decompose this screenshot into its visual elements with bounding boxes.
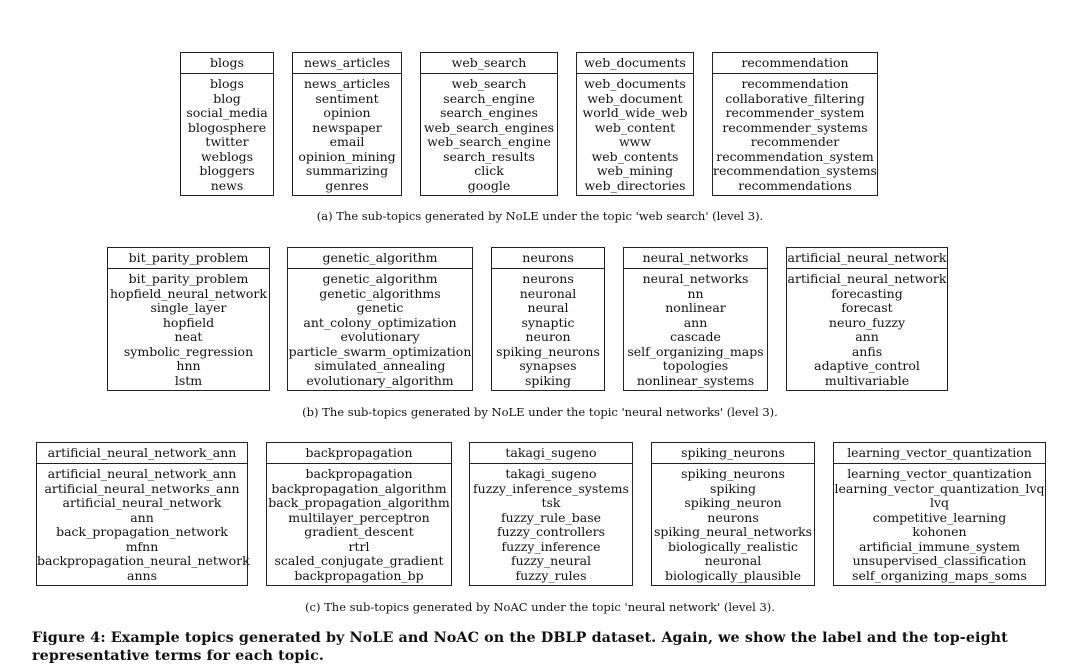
topic-box (266, 442, 452, 586)
topic-term: search_results (443, 148, 535, 164)
topic-term: recommender (750, 134, 840, 149)
topic-terms (108, 269, 269, 390)
topic-term: self_organizing_maps_soms (852, 567, 1027, 583)
topic-term: gradient_descent (304, 524, 414, 539)
topic-term: recommendation_systems (713, 163, 877, 178)
topic-term: genetic (356, 300, 404, 315)
subfigure-caption-a: (a) The sub-topics generated by NoLE under the topic 'web search' (level 3). (316, 209, 764, 223)
topic-term: google (467, 177, 511, 193)
topic-term: takagi_sugeno (505, 466, 597, 481)
topic-term: particle_swarm_optimization (288, 343, 472, 359)
topic-term: rtrl (348, 538, 370, 554)
topic-term: web_search_engines (423, 119, 555, 135)
topic-term: genetic_algorithms (319, 285, 441, 301)
topic-term: news (210, 177, 244, 193)
topic-terms (288, 269, 472, 390)
topic-box (420, 52, 558, 196)
topic-term: biologically_plausible (664, 567, 802, 583)
topic-term: web_documents (584, 76, 686, 91)
topic-term: collaborative_filtering (725, 90, 865, 106)
topic-term: artificial_neural_network (62, 495, 222, 510)
topic-term: neuron (525, 329, 571, 344)
topic-box (576, 52, 694, 196)
topic-terms (470, 464, 632, 585)
topic-term: web_search_engine (427, 134, 551, 149)
topic-terms (787, 269, 947, 390)
topic-term: newspaper (312, 119, 382, 135)
topic-term: cascade (670, 329, 721, 344)
topic-label: web_documents (577, 53, 693, 74)
topic-term: artificial_neural_network_ann (47, 466, 237, 481)
topic-terms (267, 464, 451, 585)
topic-term: evolutionary_algorithm (306, 372, 454, 388)
topic-term: ann (683, 314, 708, 330)
topic-terms (624, 269, 767, 390)
topic-label: news_articles (293, 53, 401, 74)
topic-term: learning_vector_quantization_lvq (834, 480, 1045, 496)
topic-term: back_propagation_algorithm (268, 495, 450, 510)
topic-term: ann (130, 509, 154, 525)
topic-term: news_articles (303, 76, 391, 91)
topic-box (107, 247, 270, 391)
topic-term: spiking_neural_networks (653, 524, 813, 539)
topic-term: backpropagation_bp (294, 567, 424, 583)
panel-c-boxes (0, 442, 1080, 592)
topic-term: search_engines (440, 105, 538, 120)
topic-box (292, 52, 402, 196)
topic-term: ant_colony_optimization (303, 314, 457, 330)
topic-term: fuzzy_inference (501, 538, 601, 554)
topic-terms (713, 74, 877, 195)
topic-term: forecasting (831, 285, 903, 301)
topic-term: hopfield (162, 314, 215, 330)
topic-term: adaptive_control (814, 358, 920, 373)
topic-label: recommendation (713, 53, 877, 74)
topic-term: blog (213, 90, 241, 106)
topic-term: opinion_mining (298, 148, 396, 164)
topic-term: artificial_neural_network (787, 271, 947, 286)
topic-term: fuzzy_rule_base (500, 509, 602, 525)
topic-term: search_engine (443, 90, 535, 106)
topic-box (36, 442, 248, 586)
topic-term: sentiment (315, 90, 379, 106)
topic-term: evolutionary (340, 329, 420, 344)
topic-term: neuronal (519, 285, 577, 301)
topic-term: fuzzy_inference_systems (473, 480, 629, 496)
topic-label: learning_vector_quantization (834, 443, 1045, 464)
panel-c (0, 442, 1080, 592)
topic-term: bit_parity_problem (128, 271, 249, 286)
topic-term: web_content (594, 119, 676, 135)
topic-term: neurons (522, 271, 574, 286)
topic-term: click (474, 163, 504, 178)
topic-terms (492, 269, 604, 390)
topic-term: fuzzy_rules (515, 567, 587, 583)
topic-term: web_document (587, 90, 683, 106)
figure-caption: Figure 4: Example topics generated by NoLE and NoAC on the DBLP dataset. Again, we show the label and the top-eight representative terms for each topic. (32, 630, 1008, 664)
topic-term: nonlinear (665, 300, 726, 315)
topic-terms (652, 464, 814, 585)
topic-term: tsk (541, 495, 561, 510)
topic-term: twitter (205, 134, 249, 149)
topic-term: recommender_systems (722, 119, 868, 135)
topic-label: genetic_algorithm (288, 248, 472, 269)
topic-term: nn (687, 285, 704, 301)
topic-term: simulated_annealing (314, 358, 446, 373)
topic-label: spiking_neurons (652, 443, 814, 464)
topic-term: recommendation_system (716, 148, 874, 164)
topic-term: ann (855, 329, 879, 344)
topic-label: web_search (421, 53, 557, 74)
topic-term: competitive_learning (872, 509, 1007, 525)
topic-term: spiking (524, 372, 572, 388)
topic-terms (421, 74, 557, 195)
topic-term: symbolic_regression (123, 343, 254, 359)
topic-term: world_wide_web (582, 105, 688, 120)
topic-term: fuzzy_controllers (496, 524, 606, 539)
topic-term: social_media (186, 105, 268, 120)
topic-terms (37, 464, 250, 585)
panel-b-boxes (0, 247, 1080, 397)
topic-term: hnn (176, 358, 201, 373)
topic-term: lstm (174, 372, 203, 388)
topic-box (180, 52, 274, 196)
topic-label: neural_networks (624, 248, 767, 269)
topic-term: kohonen (912, 524, 967, 539)
topic-label: takagi_sugeno (470, 443, 632, 464)
topic-term: web_mining (596, 163, 674, 178)
topic-term: backpropagation (305, 466, 413, 481)
topic-term: opinion (323, 105, 371, 120)
topic-term: email (329, 134, 365, 149)
topic-term: anns (127, 567, 157, 583)
topic-term: summarizing (305, 163, 389, 178)
subfigure-caption-b: (b) The sub-topics generated by NoLE under the topic 'neural networks' (level 3). (302, 405, 778, 419)
topic-term: backpropagation_algorithm (271, 480, 447, 496)
topic-term: scaled_conjugate_gradient (274, 553, 444, 568)
topic-label: artificial_neural_network (787, 248, 947, 269)
topic-term: recommendation (741, 76, 849, 91)
topic-label: blogs (181, 53, 273, 74)
topic-box (712, 52, 878, 196)
topic-term: neat (174, 329, 203, 344)
topic-label: bit_parity_problem (108, 248, 269, 269)
topic-term: backpropagation_neural_network (37, 553, 250, 568)
topic-term: learning_vector_quantization (847, 466, 1032, 481)
topic-term: forecast (841, 300, 893, 315)
topic-term: spiking (709, 480, 757, 496)
topic-term: artificial_neural_networks_ann (44, 480, 240, 496)
topic-label: neurons (492, 248, 604, 269)
panel-a (0, 52, 1080, 202)
topic-term: unsupervised_classification (852, 553, 1027, 568)
topic-term: spiking_neurons (681, 466, 785, 481)
topic-term: web_search (451, 76, 527, 91)
topic-term: recommender_system (725, 105, 865, 120)
topic-term: www (618, 134, 652, 149)
panel-a-boxes (0, 52, 1080, 202)
topic-term: neuro_fuzzy (828, 314, 906, 330)
panel-b (0, 247, 1080, 397)
subfigure-caption-c: (c) The sub-topics generated by NoAC under the topic 'neural network' (level 3). (305, 600, 775, 614)
topic-terms (293, 74, 401, 195)
topic-term: multilayer_perceptron (288, 509, 430, 525)
topic-term: synapses (519, 358, 577, 373)
topic-term: blogosphere (187, 119, 267, 135)
topic-term: spiking_neuron (684, 495, 782, 510)
topic-term: fuzzy_neural (510, 553, 592, 568)
topic-term: anfis (851, 343, 883, 359)
topic-term: self_organizing_maps (627, 343, 764, 359)
topic-term: lvq (929, 495, 950, 510)
topic-term: spiking_neurons (496, 343, 600, 359)
topic-term: single_layer (150, 300, 227, 315)
topic-term: web_contents (591, 148, 679, 164)
topic-term: synaptic (521, 314, 575, 330)
topic-term: multivariable (824, 372, 910, 388)
topic-label: backpropagation (267, 443, 451, 464)
topic-box (786, 247, 948, 391)
topic-term: hopfield_neural_network (110, 285, 267, 301)
topic-box (469, 442, 633, 586)
topic-term: artificial_immune_system (858, 538, 1021, 554)
topic-term: biologically_realistic (667, 538, 799, 554)
topic-label: artificial_neural_network_ann (37, 443, 247, 464)
topic-box (623, 247, 768, 391)
topic-term: back_propagation_network (56, 524, 228, 539)
topic-term: neural (527, 300, 569, 315)
topic-term: neurons (707, 509, 759, 525)
topic-term: genres (325, 177, 369, 193)
topic-term: bloggers (199, 163, 255, 178)
topic-term: recommendations (738, 177, 852, 193)
topic-term: blogs (210, 76, 244, 91)
topic-box (651, 442, 815, 586)
topic-box (491, 247, 605, 391)
topic-terms (181, 74, 273, 195)
topic-box (833, 442, 1046, 586)
topic-term: neuronal (704, 553, 762, 568)
topic-box (287, 247, 473, 391)
topic-terms (834, 464, 1045, 585)
topic-term: neural_networks (642, 271, 749, 286)
topic-term: genetic_algorithm (322, 271, 438, 286)
topic-terms (577, 74, 693, 195)
topic-term: web_directories (584, 177, 686, 193)
topic-term: nonlinear_systems (636, 372, 755, 388)
topic-term: topologies (662, 358, 729, 373)
topic-term: mfnn (125, 538, 159, 554)
topic-term: weblogs (200, 148, 254, 164)
